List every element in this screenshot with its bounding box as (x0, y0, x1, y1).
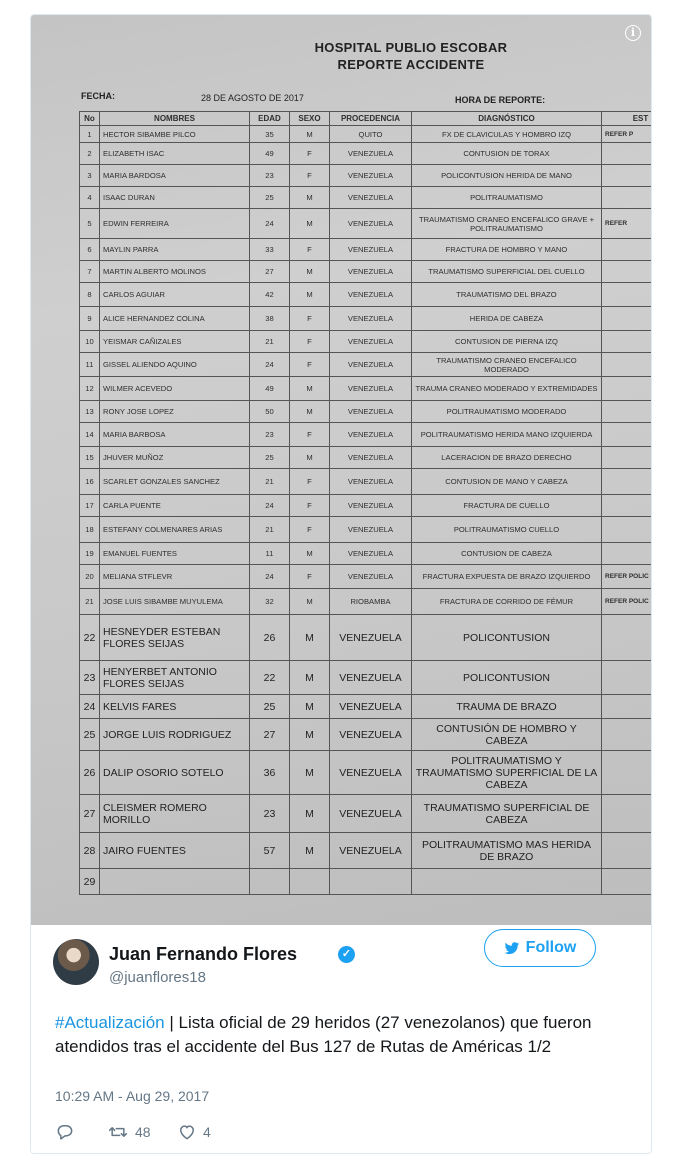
cell-diag: POLITRAUMATISMO Y TRAUMATISMO SUPERFICIAL DE LA CABEZA (412, 751, 602, 795)
col-header: PROCEDENCIA (330, 112, 412, 126)
cell-extra (602, 187, 652, 209)
cell-no: 27 (80, 795, 100, 833)
table-row (80, 165, 652, 187)
cell-sex: F (290, 239, 330, 261)
cell-origin: RIOBAMBA (330, 589, 412, 615)
cell-origin: VENEZUELA (330, 719, 412, 751)
author-handle[interactable]: @juanflores18 (109, 969, 206, 986)
cell-name: JAIRO FUENTES (100, 833, 250, 869)
cell-name: HENYERBET ANTONIO FLORES SEIJAS (100, 661, 250, 695)
cell-age: 26 (250, 615, 290, 661)
cell-origin: VENEZUELA (330, 695, 412, 719)
cell-diag: FRACTURA DE CORRIDO DE FÉMUR (412, 589, 602, 615)
cell-no: 3 (80, 165, 100, 187)
cell-diag: TRAUMATISMO DEL BRAZO (412, 283, 602, 307)
cell-no: 18 (80, 517, 100, 543)
cell-name: MAYLIN PARRA (100, 239, 250, 261)
author-name[interactable]: Juan Fernando Flores (109, 944, 298, 964)
table-row (80, 719, 652, 751)
cell-diag: POLICONTUSION HERIDA DE MANO (412, 165, 602, 187)
tweet-actions (55, 1122, 355, 1144)
table-row (80, 795, 652, 833)
table-row (80, 377, 652, 401)
cell-diag: LACERACION DE BRAZO DERECHO (412, 447, 602, 469)
cell-age: 21 (250, 517, 290, 543)
cell-origin: VENEZUELA (330, 661, 412, 695)
table-row (80, 261, 652, 283)
cell-diag: TRAUMATISMO CRANEO ENCEFALICO GRAVE + POLITRAUMATISMO (412, 209, 602, 239)
cell-age: 50 (250, 401, 290, 423)
cell-extra: REFER P (602, 126, 652, 143)
cell-age: 21 (250, 469, 290, 495)
avatar[interactable] (53, 939, 99, 985)
cell-no: 19 (80, 543, 100, 565)
cell-age: 25 (250, 187, 290, 209)
cell-extra: REFER (602, 209, 652, 239)
cell-sex: M (290, 401, 330, 423)
cell-name: MARIA BARDOSA (100, 165, 250, 187)
cell-extra: REFER POLIC (602, 589, 652, 615)
cell-origin: VENEZUELA (330, 187, 412, 209)
cell-name: RONY JOSE LOPEZ (100, 401, 250, 423)
cell-diag: CONTUSION DE MANO Y CABEZA (412, 469, 602, 495)
cell-name: HESNEYDER ESTEBAN FLORES SEIJAS (100, 615, 250, 661)
fecha-label: FECHA: (81, 91, 115, 101)
cell-extra (602, 469, 652, 495)
cell-age: 25 (250, 695, 290, 719)
cell-origin: VENEZUELA (330, 469, 412, 495)
cell-diag: POLITRAUMATISMO MAS HERIDA DE BRAZO (412, 833, 602, 869)
cell-origin: VENEZUELA (330, 261, 412, 283)
cell-origin: VENEZUELA (330, 165, 412, 187)
table-row (80, 869, 652, 895)
cell-sex: F (290, 423, 330, 447)
cell-diag: TRAUMATISMO CRANEO ENCEFALICO MODERADO (412, 353, 602, 377)
table-row (80, 307, 652, 331)
cell-sex: F (290, 565, 330, 589)
cell-sex: F (290, 353, 330, 377)
table-row (80, 661, 652, 695)
cell-name: JORGE LUIS RODRIGUEZ (100, 719, 250, 751)
cell-origin: VENEZUELA (330, 353, 412, 377)
tweet-photo[interactable] (31, 15, 651, 925)
cell-extra (602, 661, 652, 695)
col-header: EDAD (250, 112, 290, 126)
cell-diag: TRAUMATISMO SUPERFICIAL DE CABEZA (412, 795, 602, 833)
cell-diag: TRAUMA CRANEO MODERADO Y EXTREMIDADES (412, 377, 602, 401)
document-sheet (31, 15, 651, 925)
tweet-timestamp[interactable]: 10:29 AM - Aug 29, 2017 (55, 1088, 210, 1104)
cell-extra (602, 447, 652, 469)
cell-sex: F (290, 307, 330, 331)
cell-no: 21 (80, 589, 100, 615)
cell-diag: HERIDA DE CABEZA (412, 307, 602, 331)
cell-extra (602, 423, 652, 447)
cell-origin: VENEZUELA (330, 495, 412, 517)
table-row (80, 695, 652, 719)
cell-sex: F (290, 143, 330, 165)
cell-name: YEISMAR CAÑIZALES (100, 331, 250, 353)
col-header: No (80, 112, 100, 126)
cell-sex: F (290, 165, 330, 187)
cell-sex: F (290, 469, 330, 495)
table-row (80, 331, 652, 353)
tweet-card (30, 14, 652, 1154)
cell-name: MELIANA STFLEVR (100, 565, 250, 589)
table-row (80, 283, 652, 307)
cell-no: 17 (80, 495, 100, 517)
cell-sex: F (290, 517, 330, 543)
cell-sex: M (290, 795, 330, 833)
cell-age: 35 (250, 126, 290, 143)
cell-diag: CONTUSION DE PIERNA IZQ (412, 331, 602, 353)
cell-name: MARIA BARBOSA (100, 423, 250, 447)
cell-diag: FRACTURA DE HOMBRO Y MANO (412, 239, 602, 261)
cell-age: 21 (250, 331, 290, 353)
cell-name: EMANUEL FUENTES (100, 543, 250, 565)
cell-age: 24 (250, 209, 290, 239)
fecha-value: 28 DE AGOSTO DE 2017 (201, 93, 304, 103)
cell-no: 20 (80, 565, 100, 589)
cell-no: 29 (80, 869, 100, 895)
table-row (80, 423, 652, 447)
table-row (80, 589, 652, 615)
cell-name: CARLA PUENTE (100, 495, 250, 517)
cell-name: ISAAC DURAN (100, 187, 250, 209)
cell-name: DALIP OSORIO SOTELO (100, 751, 250, 795)
cell-no: 11 (80, 353, 100, 377)
cell-name: EDWIN FERREIRA (100, 209, 250, 239)
follow-label: Follow (525, 939, 577, 956)
cell-diag: POLITRAUMATISMO HERIDA MANO IZQUIERDA (412, 423, 602, 447)
cell-age: 27 (250, 719, 290, 751)
cell-sex: M (290, 751, 330, 795)
table-header-row (80, 112, 652, 126)
cell-extra (602, 751, 652, 795)
cell-age: 32 (250, 589, 290, 615)
table-row (80, 401, 652, 423)
follow-button[interactable] (484, 929, 596, 967)
cell-age: 38 (250, 307, 290, 331)
cell-extra (602, 869, 652, 895)
table-row (80, 469, 652, 495)
cell-age: 25 (250, 447, 290, 469)
cell-extra (602, 517, 652, 543)
cell-sex: M (290, 126, 330, 143)
cell-sex: M (290, 283, 330, 307)
cell-age: 23 (250, 795, 290, 833)
hora-label: HORA DE REPORTE: (455, 95, 546, 105)
cell-origin: VENEZUELA (330, 795, 412, 833)
cell-extra (602, 377, 652, 401)
cell-origin: VENEZUELA (330, 143, 412, 165)
cell-name: SCARLET GONZALES SANCHEZ (100, 469, 250, 495)
cell-diag: POLICONTUSION (412, 661, 602, 695)
cell-age: 24 (250, 565, 290, 589)
cell-no: 6 (80, 239, 100, 261)
cell-origin: VENEZUELA (330, 833, 412, 869)
reply-icon (55, 1122, 75, 1142)
cell-origin: VENEZUELA (330, 283, 412, 307)
twitter-bird-icon (504, 942, 520, 955)
cell-name: HECTOR SIBAMBE PILCO (100, 126, 250, 143)
cell-sex: M (290, 209, 330, 239)
cell-origin: VENEZUELA (330, 307, 412, 331)
cell-diag: CONTUSION DE CABEZA (412, 543, 602, 565)
cell-age: 36 (250, 751, 290, 795)
col-header: EST (602, 112, 652, 126)
cell-diag: FX DE CLAVICULAS Y HOMBRO IZQ (412, 126, 602, 143)
cell-extra (602, 833, 652, 869)
retweet-count: 48 (135, 1124, 151, 1140)
cell-no: 26 (80, 751, 100, 795)
cell-age: 49 (250, 143, 290, 165)
cell-sex: M (290, 447, 330, 469)
cell-sex: F (290, 331, 330, 353)
like-icon (177, 1122, 197, 1142)
reply-button[interactable] (55, 1122, 75, 1142)
like-count: 4 (203, 1124, 211, 1140)
like-button[interactable] (177, 1122, 211, 1142)
cell-sex: M (290, 261, 330, 283)
cell-origin: VENEZUELA (330, 209, 412, 239)
cell-origin: QUITO (330, 126, 412, 143)
cell-extra (602, 307, 652, 331)
cell-origin: VENEZUELA (330, 447, 412, 469)
cell-no: 8 (80, 283, 100, 307)
cell-extra (602, 143, 652, 165)
retweet-button[interactable] (107, 1122, 151, 1142)
cell-age: 22 (250, 661, 290, 695)
cell-name: CARLOS AGUIAR (100, 283, 250, 307)
cell-sex: M (290, 833, 330, 869)
cell-age: 57 (250, 833, 290, 869)
cell-extra (602, 353, 652, 377)
cell-age: 42 (250, 283, 290, 307)
cell-extra (602, 331, 652, 353)
cell-age: 23 (250, 165, 290, 187)
cell-sex: M (290, 719, 330, 751)
cell-origin: VENEZUELA (330, 401, 412, 423)
table-row (80, 353, 652, 377)
cell-origin: VENEZUELA (330, 239, 412, 261)
info-icon[interactable]: i (625, 25, 641, 41)
cell-extra (602, 695, 652, 719)
cell-extra (602, 495, 652, 517)
cell-no: 5 (80, 209, 100, 239)
cell-origin: VENEZUELA (330, 517, 412, 543)
cell-diag: TRAUMA DE BRAZO (412, 695, 602, 719)
cell-extra (602, 615, 652, 661)
cell-origin: VENEZUELA (330, 751, 412, 795)
document-title-line1: HOSPITAL PUBLIO ESCOBAR (314, 40, 508, 55)
cell-no: 12 (80, 377, 100, 401)
cell-no: 16 (80, 469, 100, 495)
table-row (80, 543, 652, 565)
cell-no: 24 (80, 695, 100, 719)
cell-no: 10 (80, 331, 100, 353)
cell-name: ALICE HERNANDEZ COLINA (100, 307, 250, 331)
cell-origin: VENEZUELA (330, 377, 412, 401)
cell-age: 33 (250, 239, 290, 261)
cell-name: WILMER ACEVEDO (100, 377, 250, 401)
cell-age: 24 (250, 495, 290, 517)
cell-diag: POLITRAUMATISMO CUELLO (412, 517, 602, 543)
cell-extra (602, 239, 652, 261)
cell-name: ESTEFANY COLMENARES ARIAS (100, 517, 250, 543)
cell-no: 23 (80, 661, 100, 695)
cell-age: 24 (250, 353, 290, 377)
cell-sex: M (290, 615, 330, 661)
col-header: SEXO (290, 112, 330, 126)
cell-origin: VENEZUELA (330, 565, 412, 589)
cell-extra (602, 795, 652, 833)
table-row (80, 517, 652, 543)
cell-age: 23 (250, 423, 290, 447)
cell-diag: POLITRAUMATISMO MODERADO (412, 401, 602, 423)
table-row (80, 187, 652, 209)
cell-no: 13 (80, 401, 100, 423)
cell-name (100, 869, 250, 895)
cell-extra (602, 283, 652, 307)
cell-age (250, 869, 290, 895)
document-title (241, 39, 581, 73)
cell-name: CLEISMER ROMERO MORILLO (100, 795, 250, 833)
table-row (80, 447, 652, 469)
cell-age: 11 (250, 543, 290, 565)
cell-sex: M (290, 187, 330, 209)
cell-extra: REFER POLIC (602, 565, 652, 589)
tweet-body: | Lista oficial de 29 heridos (27 venezolanos) que fueron atendidos tras el accidente del Bus 127 de Rutas de Américas 1/2 (55, 1013, 592, 1056)
table-row (80, 209, 652, 239)
cell-origin: VENEZUELA (330, 543, 412, 565)
cell-origin: VENEZUELA (330, 615, 412, 661)
cell-name: GISSEL ALIENDO AQUINO (100, 353, 250, 377)
cell-diag (412, 869, 602, 895)
tweet-text (55, 1011, 635, 1059)
cell-name: ELIZABETH ISAC (100, 143, 250, 165)
cell-diag: FRACTURA EXPUESTA DE BRAZO IZQUIERDO (412, 565, 602, 589)
hashtag-link[interactable]: #Actualización (55, 1013, 165, 1032)
cell-sex (290, 869, 330, 895)
cell-diag: TRAUMATISMO SUPERFICIAL DEL CUELLO (412, 261, 602, 283)
cell-name: JHUVER MUÑOZ (100, 447, 250, 469)
cell-sex: M (290, 377, 330, 401)
cell-diag: CONTUSIÓN DE HOMBRO Y CABEZA (412, 719, 602, 751)
retweet-icon (107, 1122, 129, 1142)
cell-no: 28 (80, 833, 100, 869)
table-row (80, 565, 652, 589)
document-title-line2: REPORTE ACCIDENTE (337, 57, 485, 72)
cell-diag: POLICONTUSION (412, 615, 602, 661)
cell-extra (602, 261, 652, 283)
cell-sex: F (290, 495, 330, 517)
cell-no: 2 (80, 143, 100, 165)
cell-origin: VENEZUELA (330, 423, 412, 447)
cell-diag: CONTUSION DE TORAX (412, 143, 602, 165)
cell-no: 1 (80, 126, 100, 143)
cell-no: 7 (80, 261, 100, 283)
cell-origin (330, 869, 412, 895)
cell-no: 25 (80, 719, 100, 751)
cell-sex: M (290, 661, 330, 695)
table-row (80, 615, 652, 661)
cell-diag: FRACTURA DE CUELLO (412, 495, 602, 517)
table-row (80, 751, 652, 795)
table-row (80, 143, 652, 165)
cell-age: 27 (250, 261, 290, 283)
cell-sex: M (290, 589, 330, 615)
table-row (80, 126, 652, 143)
col-header: DIAGNÓSTICO (412, 112, 602, 126)
cell-no: 15 (80, 447, 100, 469)
cell-no: 14 (80, 423, 100, 447)
accident-report-table (79, 111, 651, 895)
cell-sex: M (290, 543, 330, 565)
cell-name: KELVIS FARES (100, 695, 250, 719)
verified-badge-icon: ✓ (338, 946, 355, 963)
cell-no: 9 (80, 307, 100, 331)
cell-extra (602, 165, 652, 187)
table-row (80, 833, 652, 869)
cell-extra (602, 401, 652, 423)
cell-age: 49 (250, 377, 290, 401)
cell-no: 4 (80, 187, 100, 209)
cell-diag: POLITRAUMATISMO (412, 187, 602, 209)
col-header: NOMBRES (100, 112, 250, 126)
cell-no: 22 (80, 615, 100, 661)
cell-sex: M (290, 695, 330, 719)
cell-name: JOSE LUIS SIBAMBE MUYULEMA (100, 589, 250, 615)
table-row (80, 239, 652, 261)
cell-name: MARTIN ALBERTO MOLINOS (100, 261, 250, 283)
cell-extra (602, 719, 652, 751)
cell-extra (602, 543, 652, 565)
table-row (80, 495, 652, 517)
cell-origin: VENEZUELA (330, 331, 412, 353)
